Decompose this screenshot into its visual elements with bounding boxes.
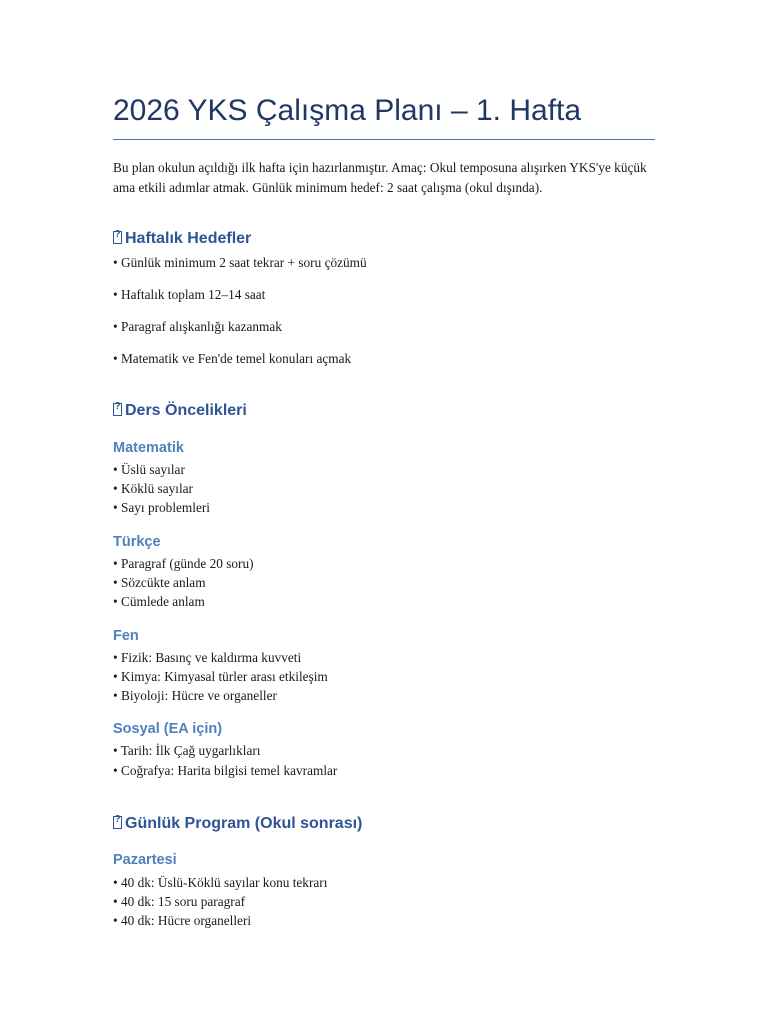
social-heading: Sosyal (EA için): [113, 721, 223, 737]
list-item: • Coğrafya: Harita bilgisi temel kavramlar: [113, 763, 338, 778]
list-item: • Biyoloji: Hücre ve organeller: [113, 688, 277, 703]
list-item: • Köklü sayılar: [113, 481, 193, 496]
program-heading-text: Günlük Program (Okul sonrası): [125, 815, 363, 832]
list-item: • Fizik: Basınç ve kaldırma kuvveti: [113, 650, 302, 665]
list-item: • Sözcükte anlam: [113, 575, 206, 590]
list-item: • 40 dk: Hücre organelleri: [113, 913, 252, 928]
goals-heading: [113, 230, 251, 248]
missing-glyph-icon: [113, 816, 122, 829]
list-item: • Üslü sayılar: [113, 462, 185, 477]
monday-heading: Pazartesi: [113, 852, 177, 868]
list-item: • Tarih: İlk Çağ uygarlıkları: [113, 743, 261, 758]
list-item: • Kimya: Kimyasal türler arası etkileşim: [113, 669, 328, 684]
priorities-heading: [113, 402, 247, 420]
list-item: • 40 dk: Üslü-Köklü sayılar konu tekrarı: [113, 875, 328, 890]
list-item: • 40 dk: 15 soru paragraf: [113, 894, 246, 909]
list-item: • Sayı problemleri: [113, 500, 210, 515]
missing-glyph-icon: [113, 231, 122, 244]
list-item: • Paragraf alışkanlığı kazanmak: [113, 319, 282, 334]
science-heading: Fen: [113, 628, 139, 644]
title-divider: [113, 139, 655, 140]
math-heading: Matematik: [113, 440, 184, 456]
list-item: • Günlük minimum 2 saat tekrar + soru çözümü: [113, 255, 367, 270]
list-item: • Matematik ve Fen'de temel konuları açmak: [113, 351, 352, 366]
missing-glyph-icon: [113, 403, 122, 416]
list-item: • Paragraf (günde 20 soru): [113, 556, 254, 571]
goals-heading-text: Haftalık Hedefler: [125, 230, 252, 247]
program-heading: [113, 815, 362, 833]
list-item: • Haftalık toplam 12–14 saat: [113, 287, 266, 302]
document-title: 2026 YKS Çalışma Planı – 1. Hafta: [113, 94, 582, 127]
priorities-heading-text: Ders Öncelikleri: [125, 402, 247, 419]
intro-paragraph: Bu plan okulun açıldığı ilk hafta için hazırlanmıştır. Amaç: Okul temposuna alışırken YKS'ye küçük ama etkili adımlar atmak. Günlük minimum hedef: 2 saat çalışma (okul dışında).: [113, 160, 647, 195]
turkish-heading: Türkçe: [113, 534, 161, 550]
list-item: • Cümlede anlam: [113, 594, 205, 609]
